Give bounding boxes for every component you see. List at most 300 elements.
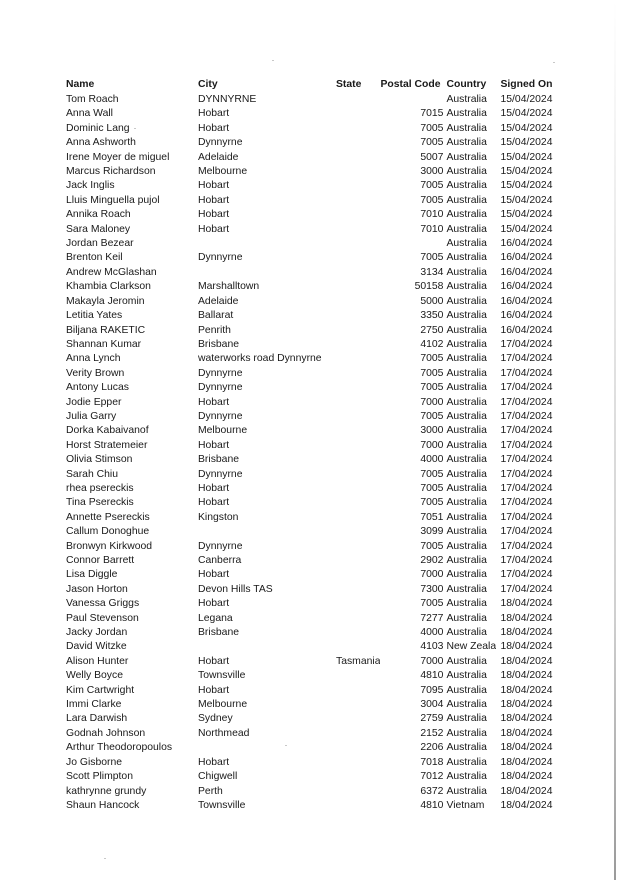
cell-name: Lisa Diggle (66, 569, 118, 581)
cell-postal-code: 3004 (420, 699, 444, 711)
header-city: City (198, 79, 218, 91)
cell-state (336, 424, 380, 438)
table-row (64, 367, 560, 381)
cell-postal-code: 5000 (420, 295, 444, 307)
cell-name: Anna Ashworth (66, 137, 136, 149)
cell-name: Brenton Keil (66, 252, 123, 264)
cell-name: Horst Stratemeier (66, 439, 148, 451)
cell-state (336, 453, 380, 467)
cell-country: Australia (446, 252, 487, 264)
cell-country: Australia (446, 310, 487, 322)
cell-state (336, 770, 380, 784)
cell-postal-code: 2759 (420, 713, 444, 725)
table-row (64, 799, 560, 813)
table-row (64, 684, 560, 698)
cell-country: Australia (446, 756, 487, 768)
table-row (64, 122, 560, 136)
cell-signed-on: 18/04/2024 (500, 598, 553, 610)
cell-name: kathrynne grundy (66, 785, 147, 797)
cell-country: Australia (446, 353, 487, 365)
table-row (64, 511, 560, 525)
scan-speck (104, 858, 106, 859)
cell-name: rhea psereckis (66, 482, 134, 494)
table-row (64, 136, 560, 150)
cell-country: Australia (446, 454, 487, 466)
cell-city: Dynnyrne (198, 382, 243, 394)
cell-signed-on: 18/04/2024 (500, 756, 553, 768)
header-country: Country (446, 79, 487, 91)
cell-country: Australia (446, 655, 487, 667)
cell-postal-code: 3000 (420, 166, 444, 178)
cell-signed-on: 16/04/2024 (500, 238, 553, 250)
cell-name: Arthur Theodoropoulos (66, 742, 173, 754)
cell-country: Australia (446, 209, 487, 221)
cell-country: Australia (446, 382, 487, 394)
cell-name: Callum Donoghue (66, 526, 150, 538)
cell-city: Hobart (198, 684, 230, 696)
cell-city (198, 741, 336, 755)
cell-name: Welly Boyce (66, 670, 123, 682)
cell-postal-code: 2152 (420, 727, 444, 739)
cell-state (336, 295, 380, 309)
cell-city: Hobart (198, 756, 230, 768)
cell-postal-code: 7000 (420, 655, 444, 667)
table-row (64, 698, 560, 712)
cell-country: Australia (446, 324, 487, 336)
cell-postal-code: 7005 (420, 482, 444, 494)
cell-name: Tom Roach (66, 94, 119, 105)
cell-state (336, 626, 380, 640)
cell-city: waterworks road Dynnyrne (198, 353, 322, 365)
table-row (64, 468, 560, 482)
table-row (64, 352, 560, 366)
scan-speck (553, 62, 555, 63)
table-header-row (64, 78, 560, 93)
cell-state (336, 165, 380, 179)
cell-signed-on: 16/04/2024 (500, 310, 553, 322)
cell-signed-on: 17/04/2024 (500, 396, 553, 408)
cell-city: Hobart (198, 396, 230, 408)
cell-country: Australia (446, 338, 487, 350)
cell-postal-code: 7005 (420, 468, 444, 480)
cell-state (336, 612, 380, 626)
cell-country: Australia (446, 281, 487, 293)
cell-postal-code (380, 93, 446, 107)
cell-city: Hobart (198, 439, 230, 451)
cell-country: Australia (446, 468, 487, 480)
cell-signed-on: 15/04/2024 (500, 209, 553, 221)
cell-postal-code: 7010 (420, 209, 444, 221)
cell-name: Tina Psereckis (66, 497, 134, 509)
cell-country: Australia (446, 396, 487, 408)
cell-postal-code: 7018 (420, 756, 444, 768)
cell-signed-on: 17/04/2024 (500, 569, 553, 581)
cell-signed-on: 15/04/2024 (500, 137, 553, 149)
cell-country: Australia (446, 684, 487, 696)
cell-name: Bronwyn Kirkwood (66, 540, 153, 552)
cell-name: Scott Plimpton (66, 771, 133, 783)
cell-country: Australia (446, 166, 487, 178)
cell-city: Townsville (198, 799, 246, 811)
cell-name: Antony Lucas (66, 382, 129, 394)
cell-name: Jo Gisborne (66, 756, 123, 768)
cell-name: Lara Darwish (66, 713, 128, 725)
table-row (64, 194, 560, 208)
table-row (64, 453, 560, 467)
cell-state (336, 194, 380, 208)
table-row (64, 165, 560, 179)
cell-postal-code: 7005 (420, 194, 444, 206)
cell-postal-code: 7005 (420, 410, 444, 422)
table-row (64, 223, 560, 237)
cell-state (336, 237, 380, 251)
cell-state (336, 324, 380, 338)
cell-postal-code: 4102 (420, 338, 444, 350)
cell-country: Australia (446, 627, 487, 639)
cell-postal-code: 3350 (420, 310, 444, 322)
cell-country: Australia (446, 742, 487, 754)
cell-postal-code: 7015 (420, 108, 444, 120)
cell-name: Jason Horton (66, 583, 128, 595)
cell-city: Adelaide (198, 295, 239, 307)
cell-country: Australia (446, 122, 487, 134)
cell-postal-code: 7005 (420, 540, 444, 552)
cell-city: Perth (198, 785, 223, 797)
cell-city: Hobart (198, 598, 230, 610)
cell-country: Australia (446, 194, 487, 206)
cell-state (336, 785, 380, 799)
cell-signed-on: 17/04/2024 (500, 526, 553, 538)
cell-city: Marshalltown (198, 281, 260, 293)
table-row (64, 640, 560, 654)
cell-signed-on: 15/04/2024 (500, 122, 553, 134)
cell-state (336, 684, 380, 698)
cell-name: Marcus Richardson (66, 166, 156, 178)
cell-state (336, 439, 380, 453)
cell-country: Australia (446, 410, 487, 422)
cell-state (336, 122, 380, 136)
cell-signed-on: 17/04/2024 (500, 482, 553, 494)
cell-state (336, 482, 380, 496)
cell-city: Melbourne (198, 166, 248, 178)
table-row (64, 554, 560, 568)
cell-signed-on: 15/04/2024 (500, 94, 553, 105)
cell-state (336, 468, 380, 482)
cell-state (336, 251, 380, 265)
cell-postal-code: 4103 (420, 641, 444, 653)
cell-state (336, 540, 380, 554)
cell-postal-code: 2750 (420, 324, 444, 336)
cell-signed-on: 16/04/2024 (500, 252, 553, 264)
cell-state (336, 352, 380, 366)
table-row (64, 785, 560, 799)
cell-name: Vanessa Griggs (66, 598, 140, 610)
cell-city: DYNNYRNE (198, 94, 257, 105)
cell-city: Brisbane (198, 627, 240, 639)
table-row (64, 410, 560, 424)
cell-state (336, 554, 380, 568)
cell-postal-code: 7005 (420, 382, 444, 394)
cell-name: Kim Cartwright (66, 684, 135, 696)
cell-country: Australia (446, 367, 487, 379)
cell-state (336, 107, 380, 121)
cell-city: Hobart (198, 122, 230, 134)
cell-state (336, 367, 380, 381)
table-body (64, 93, 560, 813)
table-row (64, 496, 560, 510)
header-name: Name (66, 79, 95, 91)
cell-country: Australia (446, 713, 487, 725)
cell-country: Australia (446, 497, 487, 509)
cell-postal-code: 7005 (420, 497, 444, 509)
cell-postal-code: 7012 (420, 771, 444, 783)
cell-state (336, 669, 380, 683)
cell-country: Australia (446, 511, 487, 523)
cell-postal-code: 2206 (420, 742, 444, 754)
cell-name: Sara Maloney (66, 223, 131, 235)
cell-postal-code: 3099 (420, 526, 444, 538)
cell-city: Townsville (198, 670, 246, 682)
cell-city: Dynnyrne (198, 137, 243, 149)
cell-name: Letitia Yates (66, 310, 123, 322)
cell-postal-code: 7005 (420, 252, 444, 264)
cell-city: Hobart (198, 655, 230, 667)
cell-city (198, 266, 336, 280)
cell-country: Australia (446, 439, 487, 451)
table-row (64, 280, 560, 294)
header-postal-code: Postal Code (380, 79, 441, 91)
table-row (64, 107, 560, 121)
cell-name: David Witzke (66, 641, 127, 653)
signup-table (64, 78, 560, 813)
cell-country: Australia (446, 223, 487, 235)
cell-signed-on: 17/04/2024 (500, 468, 553, 480)
cell-city: Dynnyrne (198, 367, 243, 379)
table-row (64, 295, 560, 309)
cell-postal-code: 7005 (420, 353, 444, 365)
cell-signed-on: 16/04/2024 (500, 281, 553, 293)
cell-name: Sarah Chiu (66, 468, 118, 480)
cell-country: Australia (446, 482, 487, 494)
cell-signed-on: 18/04/2024 (500, 655, 553, 667)
cell-country: Australia (446, 425, 487, 437)
cell-name: Dorka Kabaivanof (66, 425, 149, 437)
cell-country: Vietnam (446, 799, 485, 811)
table-row (64, 597, 560, 611)
cell-city: Kingston (198, 511, 239, 523)
cell-signed-on: 18/04/2024 (500, 684, 553, 696)
cell-postal-code: 3134 (420, 266, 444, 278)
table-row (64, 251, 560, 265)
cell-state (336, 799, 380, 813)
cell-signed-on: 17/04/2024 (500, 353, 553, 365)
cell-postal-code: 7005 (420, 122, 444, 134)
cell-state (336, 741, 380, 755)
cell-signed-on: 18/04/2024 (500, 785, 553, 797)
cell-signed-on: 15/04/2024 (500, 223, 553, 235)
cell-name: Andrew McGlashan (66, 266, 157, 278)
cell-signed-on: 17/04/2024 (500, 410, 553, 422)
table-row (64, 151, 560, 165)
table-row (64, 727, 560, 741)
cell-city: Hobart (198, 209, 230, 221)
cell-state (336, 208, 380, 222)
cell-state (336, 266, 380, 280)
cell-country: Australia (446, 555, 487, 566)
cell-country: Australia (446, 266, 487, 278)
cell-city: Dynnyrne (198, 252, 243, 264)
cell-signed-on: 17/04/2024 (500, 497, 553, 509)
cell-postal-code: 4810 (420, 670, 444, 682)
cell-country: Australia (446, 540, 487, 552)
cell-name: Immi Clarke (66, 699, 122, 711)
cell-postal-code: 7000 (420, 396, 444, 408)
cell-country: Australia (446, 238, 487, 250)
cell-city: Brisbane (198, 454, 240, 466)
cell-city: Legana (198, 612, 233, 624)
cell-state (336, 597, 380, 611)
table-row (64, 439, 560, 453)
cell-signed-on: 17/04/2024 (500, 338, 553, 350)
cell-signed-on: 16/04/2024 (500, 266, 553, 278)
cell-signed-on: 17/04/2024 (500, 511, 553, 523)
cell-country: Australia (446, 670, 487, 682)
cell-signed-on: 17/04/2024 (500, 555, 553, 566)
cell-signed-on: 16/04/2024 (500, 295, 553, 307)
cell-name: Paul Stevenson (66, 612, 139, 624)
cell-city: Dynnyrne (198, 540, 243, 552)
cell-country: Australia (446, 94, 487, 105)
cell-state (336, 381, 380, 395)
table-row (64, 612, 560, 626)
cell-state (336, 698, 380, 712)
cell-postal-code: 4000 (420, 627, 444, 639)
cell-state (336, 309, 380, 323)
cell-signed-on: 18/04/2024 (500, 727, 553, 739)
cell-state (336, 640, 380, 654)
cell-city (198, 237, 336, 251)
cell-country: Australia (446, 771, 487, 783)
cell-signed-on: 15/04/2024 (500, 194, 553, 206)
page-edge-shadow (614, 0, 616, 880)
cell-postal-code: 4000 (420, 454, 444, 466)
cell-state (336, 223, 380, 237)
cell-postal-code: 6372 (420, 785, 444, 797)
cell-city: Sydney (198, 713, 233, 725)
cell-country: Australia (446, 151, 487, 163)
cell-city: Hobart (198, 223, 230, 235)
cell-name: Annette Psereckis (66, 511, 150, 523)
header-state: State (336, 79, 362, 91)
cell-signed-on: 17/04/2024 (500, 454, 553, 466)
cell-city (198, 525, 336, 539)
table-row (64, 583, 560, 597)
cell-name: Biljana RAKETIC (66, 324, 146, 336)
cell-name: Jack Inglis (66, 180, 115, 192)
cell-country: Australia (446, 295, 487, 307)
cell-signed-on: 18/04/2024 (500, 627, 553, 639)
cell-country: Australia (446, 699, 487, 711)
cell-country: Australia (446, 598, 487, 610)
cell-city: Devon Hills TAS (198, 583, 273, 595)
cell-state (336, 712, 380, 726)
cell-city: Hobart (198, 569, 230, 581)
cell-name: Olivia Stimson (66, 454, 133, 466)
cell-signed-on: 16/04/2024 (500, 324, 553, 336)
cell-city: Hobart (198, 482, 230, 494)
cell-country: Australia (446, 108, 487, 120)
cell-name: Verity Brown (66, 367, 125, 379)
table-row (64, 324, 560, 338)
cell-country: Australia (446, 583, 487, 595)
table-row (64, 525, 560, 539)
cell-signed-on: 18/04/2024 (500, 641, 553, 653)
cell-state: Tasmania (336, 655, 381, 667)
cell-signed-on: 18/04/2024 (500, 713, 553, 725)
cell-state (336, 136, 380, 150)
cell-country: Australia (446, 526, 487, 538)
cell-name: Anna Wall (66, 108, 113, 120)
cell-state (336, 151, 380, 165)
cell-name: Jordan Bezear (66, 238, 134, 250)
cell-postal-code: 7000 (420, 569, 444, 581)
table-row (64, 179, 560, 193)
cell-city: Adelaide (198, 151, 239, 163)
cell-postal-code: 7095 (420, 684, 444, 696)
cell-name: Jodie Epper (66, 396, 122, 408)
scan-speck (272, 60, 274, 61)
cell-postal-code: 7005 (420, 180, 444, 192)
cell-city: Chigwell (198, 771, 238, 783)
table-row (64, 208, 560, 222)
cell-postal-code: 7005 (420, 598, 444, 610)
cell-name: Anna Lynch (66, 353, 121, 365)
cell-state (336, 525, 380, 539)
cell-postal-code: 7277 (420, 612, 444, 624)
table-row (64, 381, 560, 395)
table-row (64, 655, 560, 669)
cell-state (336, 396, 380, 410)
cell-country: Australia (446, 137, 487, 149)
cell-signed-on: 15/04/2024 (500, 166, 553, 178)
cell-state (336, 280, 380, 294)
cell-postal-code: 7005 (420, 367, 444, 379)
cell-state (336, 93, 380, 107)
table-row (64, 338, 560, 352)
header-signed-on: Signed On (500, 79, 553, 91)
table-row (64, 540, 560, 554)
cell-postal-code: 50158 (414, 281, 444, 293)
cell-state (336, 727, 380, 741)
cell-country: Australia (446, 180, 487, 192)
cell-signed-on: 17/04/2024 (500, 382, 553, 394)
table-row (64, 93, 560, 107)
cell-name: Makayla Jeromin (66, 295, 145, 307)
cell-city: Dynnyrne (198, 468, 243, 480)
cell-country: Australia (446, 727, 487, 739)
cell-state (336, 338, 380, 352)
cell-postal-code: 3000 (420, 425, 444, 437)
cell-postal-code: 2902 (420, 555, 444, 566)
table-row (64, 669, 560, 683)
cell-city: Melbourne (198, 699, 248, 711)
table-row (64, 770, 560, 784)
cell-city: Melbourne (198, 425, 248, 437)
cell-postal-code: 7300 (420, 583, 444, 595)
cell-signed-on: 15/04/2024 (500, 108, 553, 120)
cell-postal-code: 5007 (420, 151, 444, 163)
cell-country: Australia (446, 569, 487, 581)
